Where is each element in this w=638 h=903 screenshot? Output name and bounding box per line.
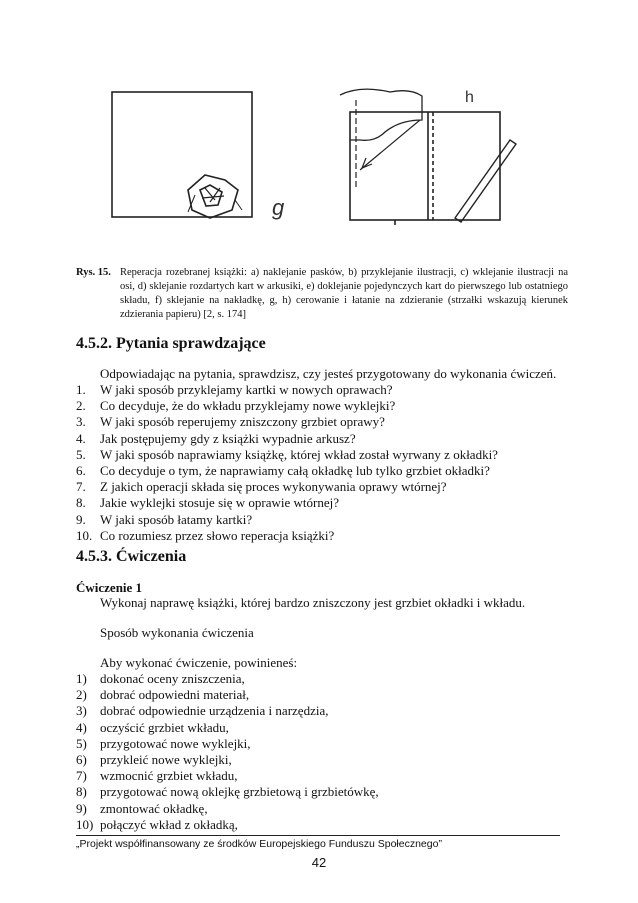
- item-text: połączyć wkład z okładką,: [100, 816, 238, 832]
- item-number: 8.: [76, 495, 86, 511]
- item-text: przygotować nową oklejkę grzbietową i grzbietówkę,: [100, 784, 379, 800]
- item-text: Jak postępujemy gdy z książki wypadnie arkusz?: [100, 430, 356, 446]
- drawing-g-label: g: [272, 195, 285, 220]
- figure-book-repair: [60, 40, 580, 280]
- item-number: 3): [76, 703, 87, 719]
- item-number: 9): [76, 800, 87, 816]
- item-number: 5.: [76, 446, 86, 462]
- list-item: [76, 801, 379, 817]
- steps-list: [76, 671, 379, 833]
- item-number: 5): [76, 735, 87, 751]
- item-text: dobrać odpowiedni materiał,: [100, 687, 250, 703]
- item-number: 1.: [76, 382, 86, 397]
- drawing-h-label: h: [465, 89, 474, 106]
- section-heading-exercises: 4.5.3. Ćwiczenia: [76, 548, 187, 565]
- figure-caption: [76, 266, 568, 322]
- list-item: [76, 398, 498, 414]
- drawing-h: [340, 89, 516, 225]
- list-item: [76, 528, 498, 544]
- drawing-g: [112, 92, 252, 218]
- item-number: 7.: [76, 479, 86, 495]
- item-text: przygotować nowe wyklejki,: [100, 735, 251, 751]
- item-text: W jaki sposób łatamy kartki?: [100, 511, 253, 527]
- list-item: [76, 768, 379, 784]
- list-item: [76, 414, 498, 430]
- caption-text: Reperacja rozebranej książki: a) naklejanie pasków, b) przyklejanie ilustracji, c) wklejanie ilustracji na osi, d) sklejanie rozdartych kart w arkusiki, e) doklejanie pojedynczych kart do pierwszego lub ostatniego składu, f) sklejanie na nakładkę, g, h) cerowanie i łatanie na zdzieranie (strzałki wskazują kierunek zdzierania papieru) [2, s. 174]: [120, 267, 568, 320]
- questions-intro: Odpowiadając na pytania, sprawdzisz, czy jesteś przygotowany do wykonania ćwiczeń.: [100, 366, 557, 381]
- item-number: 4.: [76, 430, 86, 446]
- list-item: [76, 817, 379, 833]
- item-number: 9.: [76, 511, 86, 527]
- exercise-title: Ćwiczenie 1: [76, 580, 143, 595]
- item-text: W jaki sposób reperujemy zniszczony grzbiet oprawy?: [100, 414, 385, 430]
- list-item: [76, 431, 498, 447]
- item-number: 10): [76, 816, 94, 832]
- item-text: dobrać odpowiednie urządzenia i narzędzia,: [100, 703, 329, 719]
- item-number: 2.: [76, 398, 86, 414]
- list-item: [76, 752, 379, 768]
- list-item: [76, 784, 379, 800]
- item-number: 8): [76, 784, 87, 800]
- item-number: 10.: [76, 527, 93, 543]
- item-text: wzmocnić grzbiet wkładu,: [100, 768, 238, 784]
- footer-divider: [76, 835, 560, 836]
- list-item: [76, 495, 498, 511]
- item-text: Co decyduje o tym, że naprawiamy całą okładkę lub tylko grzbiet okładki?: [100, 463, 490, 479]
- method-label: Sposób wykonania ćwiczenia: [100, 625, 254, 640]
- list-item: [76, 720, 379, 736]
- item-number: 6.: [76, 463, 86, 479]
- questions-list: [76, 382, 498, 544]
- steps-intro: Aby wykonać ćwiczenie, powinieneś:: [100, 655, 298, 670]
- item-text: Jakie wyklejki stosuje się w oprawie wtórnej?: [100, 495, 339, 511]
- list-item: [76, 671, 379, 687]
- list-item: [76, 447, 498, 463]
- item-number: 3.: [76, 414, 86, 430]
- footer-project-text: „Projekt współfinansowany ze środków Europejskiego Funduszu Społecznego”: [76, 838, 442, 850]
- item-text: Z jakich operacji składa się proces wykonywania oprawy wtórnej?: [100, 479, 447, 495]
- list-item: [76, 463, 498, 479]
- item-number: 6): [76, 752, 87, 768]
- list-item: [76, 736, 379, 752]
- item-text: oczyścić grzbiet wkładu,: [100, 719, 229, 735]
- section-heading-questions: 4.5.2. Pytania sprawdzające: [76, 335, 266, 352]
- item-text: W jaki sposób przyklejamy kartki w nowych oprawach?: [100, 382, 393, 397]
- item-text: zmontować okładkę,: [100, 800, 208, 816]
- list-item: [76, 703, 379, 719]
- item-number: 2): [76, 687, 87, 703]
- caption-label: Rys. 15.: [76, 267, 111, 278]
- list-item: [76, 479, 498, 495]
- list-item: [76, 382, 498, 398]
- list-item: [76, 687, 379, 703]
- figure-drawing: [60, 40, 580, 280]
- exercise-text: Wykonaj naprawę książki, której bardzo zniszczony jest grzbiet okładki i wkładu.: [100, 595, 526, 610]
- item-text: Co rozumiesz przez słowo reperacja książki?: [100, 527, 335, 543]
- item-text: przykleić nowe wyklejki,: [100, 752, 232, 768]
- item-text: W jaki sposób naprawiamy książkę, której wkład został wyrwany z okładki?: [100, 446, 498, 462]
- item-number: 4): [76, 719, 87, 735]
- list-item: [76, 512, 498, 528]
- item-number: 1): [76, 671, 87, 686]
- page-number: 42: [311, 855, 327, 870]
- item-number: 7): [76, 768, 87, 784]
- item-text: Co decyduje, że do wkładu przyklejamy nowe wyklejki?: [100, 398, 396, 414]
- item-text: dokonać oceny zniszczenia,: [100, 671, 245, 686]
